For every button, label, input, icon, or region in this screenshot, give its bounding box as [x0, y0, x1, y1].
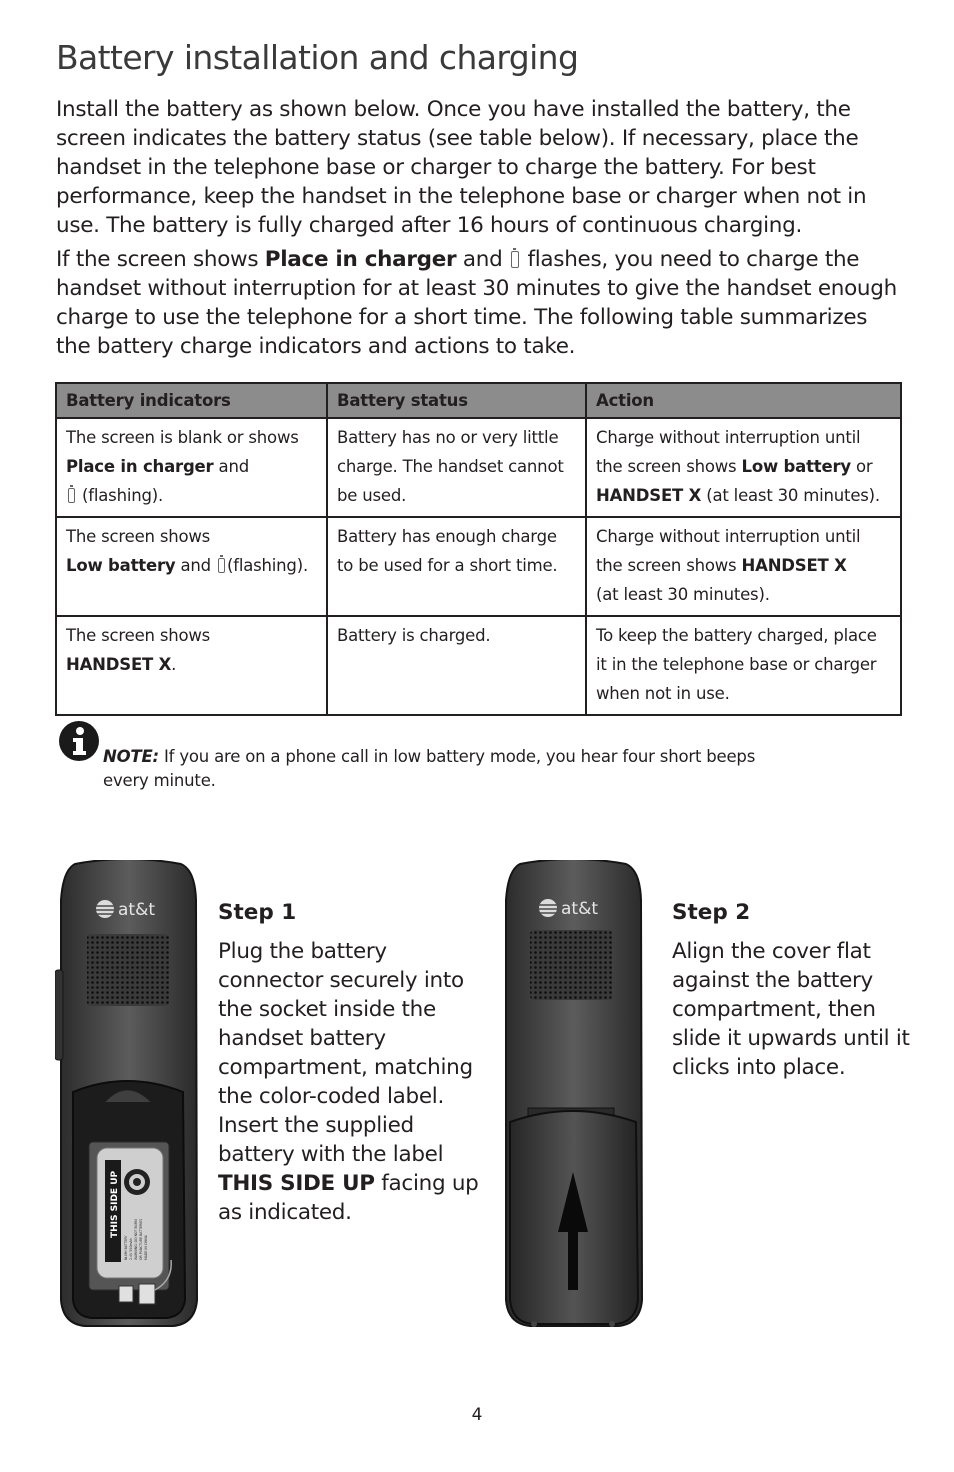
- cell-bold-text: Low battery: [741, 457, 851, 476]
- cell-text: (flashing).: [227, 556, 308, 575]
- cell-text: or: [850, 457, 873, 476]
- fine-print-line: MADE IN CHINA: [144, 1235, 148, 1260]
- table-row: [56, 616, 901, 715]
- table-cell: To keep the battery charged, place it in the telephone base or charger when not in use.: [586, 616, 901, 715]
- cell-text: Charge without interruption until the screen shows: [596, 527, 861, 575]
- cell-bold-text: Low battery: [66, 556, 176, 575]
- cell-bold-text: Place in charger: [66, 457, 214, 476]
- step-1-text: [218, 937, 488, 1227]
- step-1-text-part: facing up as indicated.: [218, 1171, 479, 1225]
- step-1-title: Step 1: [218, 900, 297, 925]
- table-cell: Battery has no or very little charge. The handset cannot be used.: [327, 418, 586, 517]
- page-number: 4: [471, 1405, 483, 1425]
- handset-open-compartment-illustration: [55, 860, 203, 1332]
- note: [103, 745, 803, 793]
- battery-indicator-table: [55, 382, 902, 716]
- cell-bold-text: HANDSET X: [596, 486, 702, 505]
- fine-print-line: OR PUNCTURE BATTERIES: [139, 1218, 143, 1260]
- cell-text: The screen shows: [66, 527, 211, 546]
- battery-icon: [68, 488, 75, 503]
- cell-text: The screen shows: [66, 626, 211, 645]
- note-label: NOTE:: [103, 747, 159, 766]
- step-2-title: Step 2: [672, 900, 751, 925]
- table-header-row: [56, 383, 901, 418]
- cell-bold-text: HANDSET X: [66, 655, 172, 674]
- brand-logo-text: at&t: [118, 900, 156, 920]
- cell-text: and: [175, 556, 216, 575]
- charge-paragraph: [56, 245, 906, 361]
- table-cell: Battery is charged.: [327, 616, 586, 715]
- cell-text: (flashing).: [77, 486, 164, 505]
- handset-closing-cover-illustration: [498, 860, 648, 1332]
- cell-text: (at least 30 minutes).: [701, 486, 880, 505]
- att-logo: [539, 899, 598, 919]
- note-text: If you are on a phone call in low battery mode, you hear four short beeps every minute.: [103, 747, 756, 790]
- table-header: Battery status: [327, 383, 586, 418]
- step-1-text-part: Plug the battery connector securely into the socket inside the handset battery compartment, matching the color-coded label. Insert the supplied battery with the label: [218, 939, 473, 1167]
- place-in-charger-text: Place in charger: [264, 247, 457, 272]
- table-cell: Battery has enough charge to be used for a short time.: [327, 517, 586, 616]
- battery-label-text: THIS SIDE UP: [110, 1170, 120, 1238]
- table-cell: [586, 517, 901, 616]
- brand-logo-text: at&t: [561, 899, 599, 919]
- intro-paragraph: Install the battery as shown below. Once you have installed the battery, the screen indicates the battery status (see table below). If necessary, place the handset in the telephone base or charger to charge the battery. For best performance, keep the handset in the telephone base or charger when not in use. The battery is fully charged after 16 hours of continuous charging.: [56, 97, 867, 238]
- table-cell: [56, 517, 327, 616]
- battery-icon: [218, 558, 225, 573]
- table-cell: [56, 418, 327, 517]
- table-header: Action: [586, 383, 901, 418]
- table-row: [56, 517, 901, 616]
- fine-print-line: WARNING: DO NOT BURN: [134, 1219, 138, 1260]
- charge-paragraph-part: flashes, you need to charge the handset without interruption for at least 30 minutes to give the handset enough charge to use the telephone for a short time. The following table summarizes the battery charge indicators and actions to take.: [56, 247, 897, 359]
- table-header: Battery indicators: [56, 383, 327, 418]
- step-2-text: Align the cover flat against the battery compartment, then slide it upwards until it clicks into place.: [672, 939, 910, 1080]
- cell-bold-text: HANDSET X: [741, 556, 847, 575]
- charge-paragraph-part: If the screen shows: [56, 247, 265, 272]
- cell-text: The screen is blank or shows: [66, 428, 299, 447]
- cell-text: Charge without interruption until the screen shows: [596, 428, 861, 476]
- cell-text: and: [213, 457, 249, 476]
- fine-print-line: Ni-MH BATTERY: [124, 1235, 128, 1260]
- this-side-up-text: THIS SIDE UP: [218, 1171, 375, 1196]
- battery-icon: [511, 251, 519, 268]
- fine-print-line: 2.4V 550mAh: [129, 1238, 133, 1260]
- cell-text: .: [171, 655, 177, 674]
- table-row: [56, 418, 901, 517]
- page-title: Battery installation and charging: [56, 38, 579, 77]
- charge-paragraph-part: and: [456, 247, 509, 272]
- table-cell: [56, 616, 327, 715]
- table-cell: [586, 418, 901, 517]
- att-logo: [96, 900, 155, 920]
- info-icon: [58, 720, 102, 764]
- cell-text: (at least 30 minutes).: [596, 585, 770, 604]
